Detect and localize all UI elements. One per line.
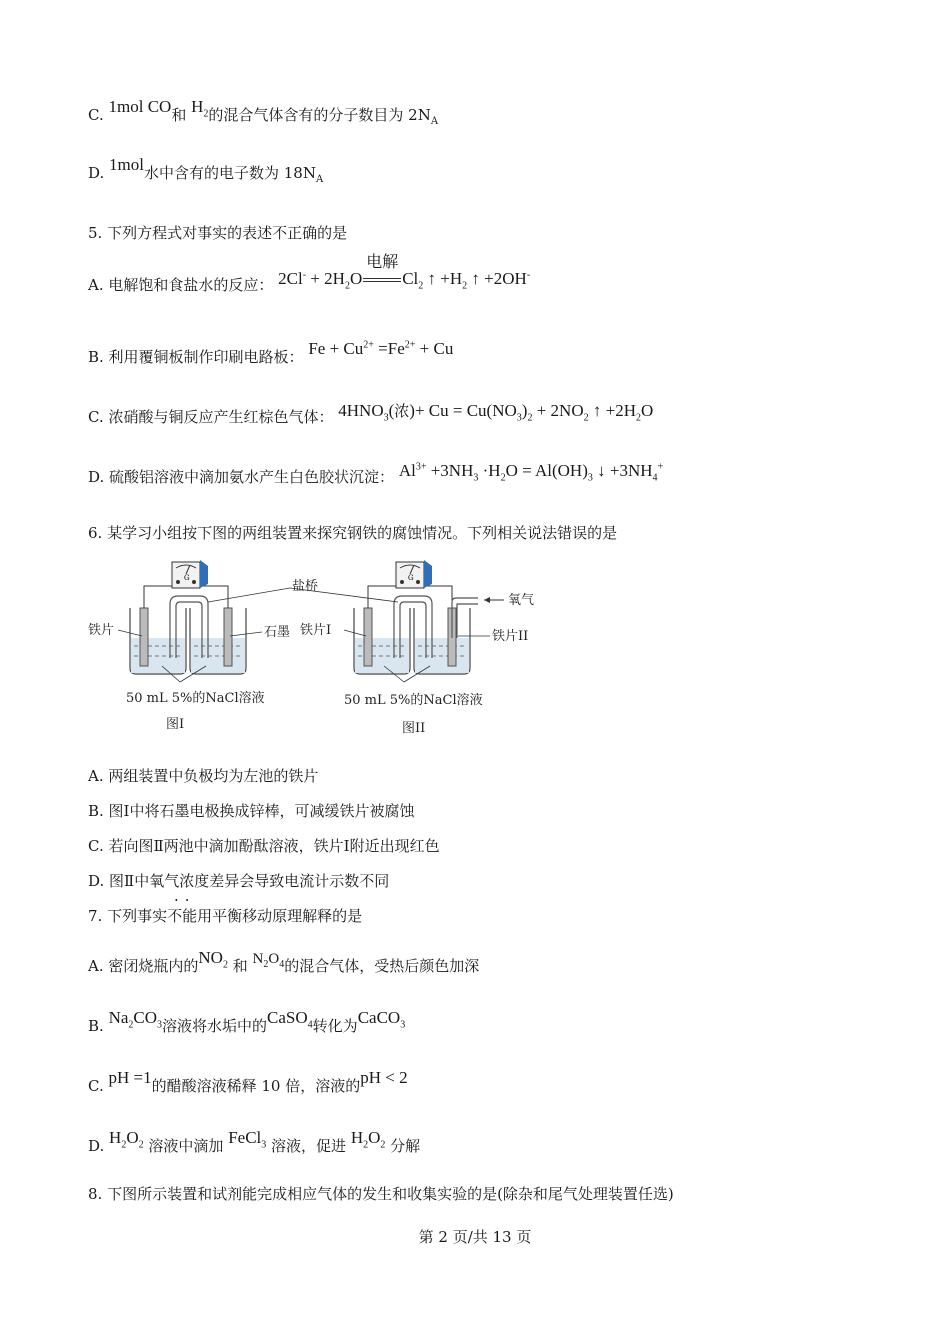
option-text: 的醋酸溶液稀释 10 倍，溶液的 xyxy=(151,1077,361,1095)
and-text: 和 xyxy=(232,957,248,975)
option-label: A. 电解饱和食盐水的反应： xyxy=(88,276,274,294)
corrosion-apparatus-figure xyxy=(86,550,556,745)
label-iron: 铁片 xyxy=(88,623,115,638)
option-text: 的混合气体含有的分子数目为 2N xyxy=(208,106,431,124)
option-text: 水中含有的电子数为 18N xyxy=(144,164,316,182)
option-letter: C. xyxy=(88,1077,104,1095)
q6-option-d: D. 图Ⅱ中氧气浓度差异会导致电流计示数不同 xyxy=(88,872,390,890)
option-text: 溶液，促进 xyxy=(271,1137,347,1155)
page-footer: 第 2 页/共 13 页 xyxy=(418,1228,532,1246)
label-salt-bridge: 盐桥 xyxy=(292,579,319,594)
q7-stem: 7. 下列事实不能用平衡移动原理解释的是 xyxy=(88,907,363,925)
formula-no2: $NO_2$ xyxy=(198,948,228,971)
option-label: B. 利用覆铜板制作印刷电路板： xyxy=(88,348,304,366)
formula-h2o2-2: $H_2O_2$ xyxy=(350,1128,386,1151)
formula-n2o4: $N_2O_4$ xyxy=(252,951,285,970)
formula-1mol-co: 1mol CO xyxy=(108,97,172,116)
label-figure-1: 图I xyxy=(166,717,185,732)
meter-label-1: G xyxy=(184,574,190,582)
formula-ph-eq-1: pH =1 xyxy=(108,1068,152,1087)
q5-option-c xyxy=(88,401,654,429)
formula-h2o2: $H_2O_2$ xyxy=(109,1128,144,1151)
q7-option-b xyxy=(88,1008,406,1038)
option-label: D. 硫酸铝溶液中滴加氨水产生白色胶状沉淀： xyxy=(88,468,395,486)
formula-ph-lt-2: pH < 2 xyxy=(360,1068,408,1087)
q5-option-b xyxy=(88,339,454,367)
meter-label-2: G xyxy=(408,574,414,582)
formula-na2co3: $Na_2CO_3$ xyxy=(108,1008,163,1031)
q4-option-c xyxy=(88,97,439,127)
label-solution-2: 50 mL 5%的NaCl溶液 xyxy=(344,693,483,708)
q4-option-d xyxy=(88,155,324,185)
equation-electrolysis: $2Cl^- + 2H_2O$ 电解 $Cl_2$ ↑ $+H_2$ ↑ +2OH- xyxy=(278,269,530,288)
equation-al-nh3: $Al^{3+} +3NH_3 \cdot H_2O = Al(OH)_3$ ↓ $+3NH_4^+$ xyxy=(398,461,664,484)
q7-option-d xyxy=(88,1128,421,1158)
and-text: 和 xyxy=(171,106,187,124)
equation-hno3-cu: $4HNO_3$(浓)+ $Cu = Cu(NO_3)_2 + 2NO_2$ ↑ $+2H_2O$ xyxy=(338,401,654,424)
label-iron-1: 铁片I xyxy=(300,623,332,638)
option-text: 转化为 xyxy=(312,1017,358,1035)
subscript-a: A xyxy=(315,174,324,185)
option-letter: D. xyxy=(88,1137,105,1155)
option-letter: D. xyxy=(88,164,105,182)
label-iron-2: 铁片II xyxy=(492,629,529,644)
formula-h2: $H_2$ xyxy=(191,97,209,120)
option-text: 密闭烧瓶内的 xyxy=(108,957,199,975)
option-text: 溶液将水垢中的 xyxy=(162,1017,268,1035)
equation-fe-cu: $Fe + Cu^{2+} =Fe^{2+} + Cu$ xyxy=(308,339,454,358)
q5-option-a xyxy=(88,254,531,297)
q6-option-c: C. 若向图Ⅱ两池中滴加酚酞溶液，铁片Ⅰ附近出现红色 xyxy=(88,837,440,855)
q5-option-d xyxy=(88,461,664,489)
option-text: 分解 xyxy=(390,1137,421,1155)
q6-stem: 6. 某学习小组按下图的两组装置来探究钢铁的腐蚀情况。下列相关说法错误的是 xyxy=(88,524,618,542)
option-letter: B. xyxy=(88,1017,104,1035)
formula-1mol: 1mol xyxy=(109,155,144,174)
option-text: 的混合气体，受热后颜色加深 xyxy=(284,957,480,975)
formula-caso4: CaSO$_4$ xyxy=(267,1008,313,1031)
q6-option-b: B. 图Ⅰ中将石墨电极换成锌棒，可减缓铁片被腐蚀 xyxy=(88,802,415,820)
condition-label: 电解 xyxy=(366,254,399,271)
option-letter: A. xyxy=(88,957,104,975)
option-text: 溶液中滴加 xyxy=(148,1137,224,1155)
q7-option-c xyxy=(88,1068,408,1096)
label-oxygen: 氧气 xyxy=(508,593,535,608)
label-solution-1: 50 mL 5%的NaCl溶液 xyxy=(126,691,265,706)
formula-fecl3: FeCl$_3$ xyxy=(228,1128,267,1151)
option-label: C. 浓硝酸与铜反应产生红棕色气体： xyxy=(88,408,334,426)
label-figure-2: 图II xyxy=(402,721,426,736)
emphasis-dots: ·· xyxy=(174,891,196,909)
subscript-a: A xyxy=(430,116,439,127)
q7-option-a xyxy=(88,948,480,978)
q8-stem: 8. 下图所示装置和试剂能完成相应气体的发生和收集实验的是(除杂和尾气处理装置任选) xyxy=(88,1185,674,1203)
formula-caco3: CaCO$_3$ xyxy=(357,1008,406,1031)
q5-stem: 5. 下列方程式对事实的表述不正确的是 xyxy=(88,224,348,242)
label-graphite: 石墨 xyxy=(264,625,291,640)
q6-option-a: A. 两组装置中负极均为左池的铁片 xyxy=(88,767,319,785)
option-letter: C. xyxy=(88,106,104,124)
